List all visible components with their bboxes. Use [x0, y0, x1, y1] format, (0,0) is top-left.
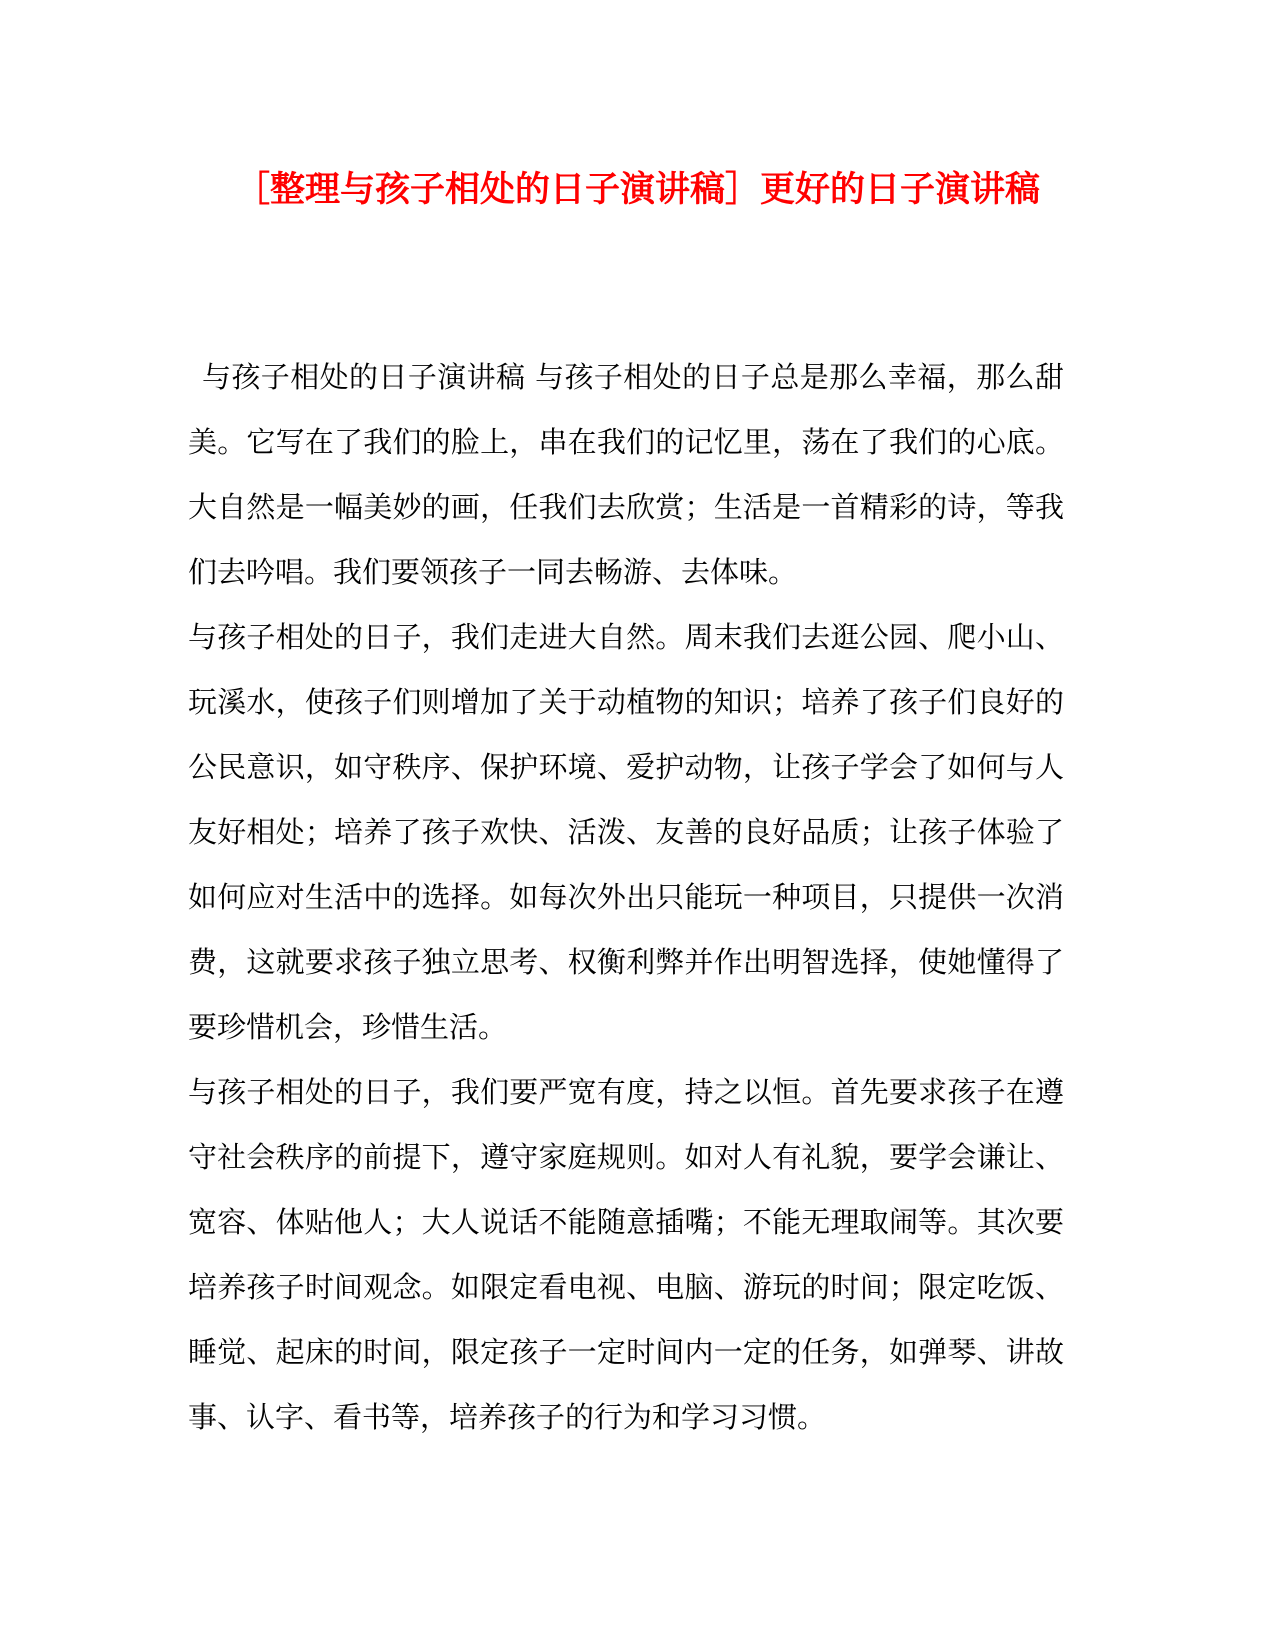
- paragraph-1: 与孩子相处的日子演讲稿 与孩子相处的日子总是那么幸福，那么甜美。它写在了我们的脸上，串在我们的记忆里，荡在了我们的心底。大自然是一幅美妙的画，任我们去欣赏；生活是一首精彩的诗，等我们去吟唱。我们要领孩子一同去畅游、去体味。: [188, 360, 1064, 589]
- document-title: ［整理与孩子相处的日子演讲稿］更好的日子演讲稿: [234, 169, 1040, 210]
- paragraph-2: 与孩子相处的日子，我们走进大自然。周末我们去逛公园、爬小山、玩溪水，使孩子们则增加了关于动植物的知识；培养了孩子们良好的公民意识，如守秩序、保护环境、爱护动物，让孩子学会了如何与人友好相处；培养了孩子欢快、活泼、友善的良好品质；让孩子体验了如何应对生活中的选择。如每次外出只能玩一种项目，只提供一次消费，这就要求孩子独立思考、权衡利弊并作出明智选择，使她懂得了要珍惜机会，珍惜生活。: [188, 620, 1064, 1044]
- paragraph-3: 与孩子相处的日子，我们要严宽有度，持之以恒。首先要求孩子在遵守社会秩序的前提下，遵守家庭规则。如对人有礼貌，要学会谦让、宽容、体贴他人；大人说话不能随意插嘴；不能无理取闹等。其次要培养孩子时间观念。如限定看电视、电脑、游玩的时间；限定吃饭、睡觉、起床的时间，限定孩子一定时间内一定的任务，如弹琴、讲故事、认字、看书等，培养孩子的行为和学习习惯。: [188, 1075, 1064, 1434]
- document-body: [188, 345, 1064, 1450]
